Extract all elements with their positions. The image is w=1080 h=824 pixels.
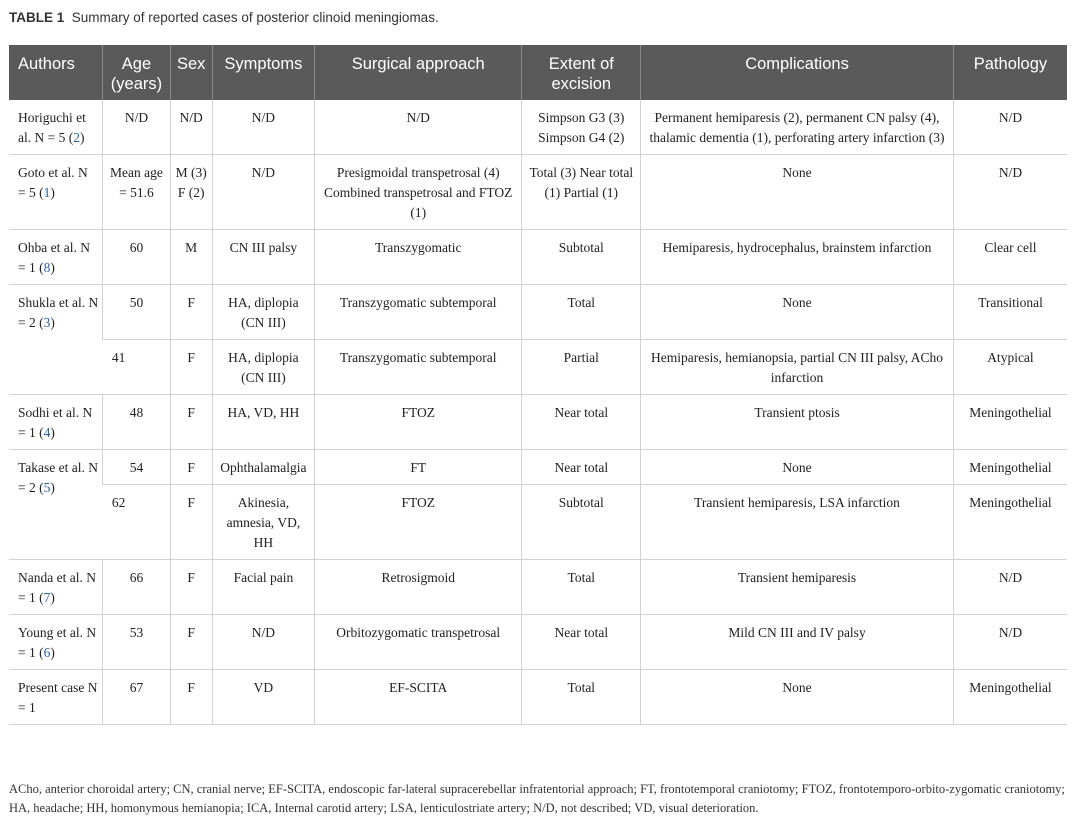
age-cell: 50 bbox=[103, 285, 170, 340]
approach-cell: FTOZ bbox=[314, 395, 521, 450]
col-age: Age (years) bbox=[103, 45, 170, 100]
sex-cell: F bbox=[170, 615, 212, 670]
approach-cell: Retrosigmoid bbox=[314, 560, 521, 615]
age-cell: 48 bbox=[103, 395, 170, 450]
reference-link[interactable]: 2 bbox=[73, 130, 80, 145]
symptoms-cell: HA, diplopia (CN III) bbox=[212, 340, 314, 395]
symptoms-cell: Akinesia, amnesia, VD, HH bbox=[212, 485, 314, 560]
complications-cell: Permanent hemiparesis (2), permanent CN palsy (4), thalamic dementia (1), perforating artery infarction (3) bbox=[641, 100, 954, 155]
age-cell: 62 bbox=[103, 485, 170, 560]
sex-cell: F bbox=[170, 340, 212, 395]
excision-cell: Near total bbox=[522, 395, 641, 450]
authors-cell: Goto et al. N = 5 (1) bbox=[9, 155, 103, 230]
complications-cell: Hemiparesis, hemianopsia, partial CN III palsy, ACho infarction bbox=[641, 340, 954, 395]
age-cell: 41 bbox=[103, 340, 170, 395]
pathology-cell: Meningothelial bbox=[953, 485, 1067, 560]
authors-cell: Takase et al. N = 2 (5) bbox=[9, 450, 103, 560]
table-footnote: ACho, anterior choroidal artery; CN, cranial nerve; EF-SCITA, endoscopic far-lateral supracerebellar infratentorial approach; FT, frontotemporal craniotomy; FTOZ, frontotemporo-orbito-zygomatic craniotomy; HA, headache; HH, homonymous hemianopia; ICA, Internal carotid artery; LSA, lenticulostriate artery; N/D, not described; VD, visual deterioration. bbox=[9, 782, 1065, 815]
sex-cell: N/D bbox=[170, 100, 212, 155]
table-row bbox=[9, 560, 1067, 615]
reference-link[interactable]: 4 bbox=[43, 425, 51, 440]
approach-cell: N/D bbox=[314, 100, 521, 155]
pathology-cell: N/D bbox=[953, 560, 1067, 615]
sex-cell: F bbox=[170, 485, 212, 560]
complications-cell: Hemiparesis, hydrocephalus, brainstem infarction bbox=[641, 230, 954, 285]
table-row bbox=[9, 485, 1067, 560]
pathology-cell: Transitional bbox=[953, 285, 1067, 340]
complications-cell: Mild CN III and IV palsy bbox=[641, 615, 954, 670]
sex-cell: F bbox=[170, 285, 212, 340]
approach-cell: Transzygomatic subtemporal bbox=[314, 340, 521, 395]
cases-table bbox=[9, 45, 1067, 725]
table-row bbox=[9, 340, 1067, 395]
age-cell: N/D bbox=[103, 100, 170, 155]
table-caption bbox=[9, 10, 439, 25]
age-cell: 67 bbox=[103, 670, 170, 725]
authors-cell: Shukla et al. N = 2 (3) bbox=[9, 285, 103, 395]
table-row bbox=[9, 670, 1067, 725]
authors-cell: Young et al. N = 1 (6) bbox=[9, 615, 103, 670]
table-row bbox=[9, 615, 1067, 670]
excision-cell: Simpson G3 (3) Simpson G4 (2) bbox=[522, 100, 641, 155]
col-extent-of-excision: Extent of excision bbox=[522, 45, 641, 100]
age-cell: 54 bbox=[103, 450, 170, 485]
table-title: Summary of reported cases of posterior clinoid meningiomas. bbox=[71, 10, 439, 25]
symptoms-cell: HA, VD, HH bbox=[212, 395, 314, 450]
table-row bbox=[9, 100, 1067, 155]
age-cell: 66 bbox=[103, 560, 170, 615]
sex-cell: M (3) F (2) bbox=[170, 155, 212, 230]
reference-link[interactable]: 7 bbox=[43, 590, 51, 605]
excision-cell: Total bbox=[522, 670, 641, 725]
complications-cell: None bbox=[641, 285, 954, 340]
age-cell: 53 bbox=[103, 615, 170, 670]
complications-cell: Transient ptosis bbox=[641, 395, 954, 450]
excision-cell: Partial bbox=[522, 340, 641, 395]
reference-link[interactable]: 5 bbox=[43, 480, 51, 495]
col-authors: Authors bbox=[9, 45, 103, 100]
header-row bbox=[9, 45, 1067, 100]
symptoms-cell: HA, diplopia (CN III) bbox=[212, 285, 314, 340]
symptoms-cell: VD bbox=[212, 670, 314, 725]
approach-cell: Transzygomatic bbox=[314, 230, 521, 285]
col-surgical-approach: Surgical approach bbox=[314, 45, 521, 100]
authors-cell: Sodhi et al. N = 1 (4) bbox=[9, 395, 103, 450]
age-cell: Mean age = 51.6 bbox=[103, 155, 170, 230]
pathology-cell: N/D bbox=[953, 155, 1067, 230]
reference-link[interactable]: 3 bbox=[43, 315, 51, 330]
complications-cell: Transient hemiparesis bbox=[641, 560, 954, 615]
table-row bbox=[9, 155, 1067, 230]
excision-cell: Subtotal bbox=[522, 485, 641, 560]
reference-link[interactable]: 1 bbox=[43, 185, 51, 200]
approach-cell: Presigmoidal transpetrosal (4) Combined transpetrosal and FTOZ (1) bbox=[314, 155, 521, 230]
authors-cell: Horiguchi et al. N = 5 (2) bbox=[9, 100, 103, 155]
sex-cell: F bbox=[170, 450, 212, 485]
authors-cell: Nanda et al. N = 1 (7) bbox=[9, 560, 103, 615]
age-cell: 60 bbox=[103, 230, 170, 285]
reference-link[interactable]: 6 bbox=[43, 645, 51, 660]
symptoms-cell: N/D bbox=[212, 100, 314, 155]
symptoms-cell: N/D bbox=[212, 155, 314, 230]
col-pathology: Pathology bbox=[953, 45, 1067, 100]
table-row bbox=[9, 285, 1067, 340]
complications-cell: None bbox=[641, 670, 954, 725]
col-sex: Sex bbox=[170, 45, 212, 100]
excision-cell: Total (3) Near total (1) Partial (1) bbox=[522, 155, 641, 230]
symptoms-cell: CN III palsy bbox=[212, 230, 314, 285]
complications-cell: None bbox=[641, 450, 954, 485]
col-complications: Complications bbox=[641, 45, 954, 100]
excision-cell: Subtotal bbox=[522, 230, 641, 285]
excision-cell: Near total bbox=[522, 615, 641, 670]
complications-cell: None bbox=[641, 155, 954, 230]
pathology-cell: N/D bbox=[953, 615, 1067, 670]
symptoms-cell: N/D bbox=[212, 615, 314, 670]
table-row bbox=[9, 230, 1067, 285]
excision-cell: Total bbox=[522, 560, 641, 615]
table-row bbox=[9, 395, 1067, 450]
col-symptoms: Symptoms bbox=[212, 45, 314, 100]
symptoms-cell: Ophthalamalgia bbox=[212, 450, 314, 485]
approach-cell: Orbitozygomatic transpetrosal bbox=[314, 615, 521, 670]
authors-cell: Ohba et al. N = 1 (8) bbox=[9, 230, 103, 285]
pathology-cell: Meningothelial bbox=[953, 670, 1067, 725]
approach-cell: FT bbox=[314, 450, 521, 485]
authors-cell: Present case N = 1 bbox=[9, 670, 103, 725]
sex-cell: F bbox=[170, 670, 212, 725]
pathology-cell: N/D bbox=[953, 100, 1067, 155]
pathology-cell: Meningothelial bbox=[953, 395, 1067, 450]
symptoms-cell: Facial pain bbox=[212, 560, 314, 615]
pathology-cell: Atypical bbox=[953, 340, 1067, 395]
approach-cell: EF-SCITA bbox=[314, 670, 521, 725]
sex-cell: F bbox=[170, 395, 212, 450]
pathology-cell: Clear cell bbox=[953, 230, 1067, 285]
reference-link[interactable]: 8 bbox=[43, 260, 51, 275]
approach-cell: Transzygomatic subtemporal bbox=[314, 285, 521, 340]
table-row bbox=[9, 450, 1067, 485]
sex-cell: F bbox=[170, 560, 212, 615]
complications-cell: Transient hemiparesis, LSA infarction bbox=[641, 485, 954, 560]
excision-cell: Near total bbox=[522, 450, 641, 485]
sex-cell: M bbox=[170, 230, 212, 285]
table-label: TABLE 1 bbox=[9, 10, 65, 25]
approach-cell: FTOZ bbox=[314, 485, 521, 560]
excision-cell: Total bbox=[522, 285, 641, 340]
pathology-cell: Meningothelial bbox=[953, 450, 1067, 485]
